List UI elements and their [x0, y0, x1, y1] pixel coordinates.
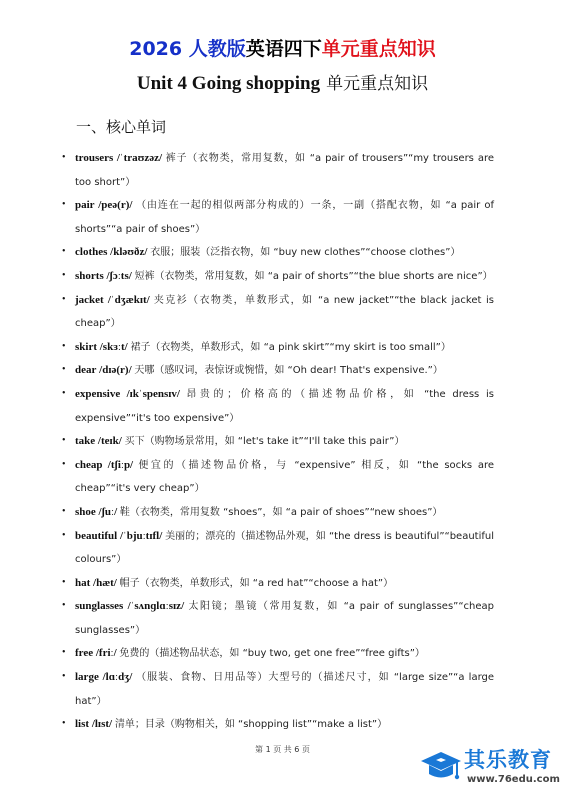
bullet-icon: • — [62, 435, 66, 447]
vocab-word: skirt — [75, 340, 97, 353]
bullet-icon: • — [62, 505, 66, 517]
vocab-word: cheap — [75, 458, 103, 471]
vocab-phonetic: /kləʊðz/ — [110, 246, 148, 259]
bullet-icon: • — [62, 671, 66, 683]
bullet-icon: • — [62, 647, 66, 659]
vocab-phonetic: /ˈsʌnɡlɑːsɪz/ — [127, 600, 185, 613]
vocab-definition: 便宜的（描述物品价格，与 “expensive” 相反，如 “the socks are cheap”“it's very cheap”） — [75, 459, 495, 495]
vocab-item-large — [62, 666, 494, 713]
vocab-item-jacket — [62, 289, 494, 336]
vocab-phonetic: /lɑːdʒ/ — [102, 671, 133, 684]
vocab-word: sunglasses — [75, 600, 124, 613]
vocab-item-skirt — [62, 336, 494, 360]
bullet-icon: • — [62, 529, 66, 541]
vocab-phonetic: /ɪkˈspensɪv/ — [126, 387, 180, 400]
subtitle-english: Unit 4 Going shopping — [136, 73, 321, 94]
vocab-definition: 帽子（衣物类，单数形式，如 “a red hat”“choose a hat”） — [119, 577, 394, 589]
vocab-word: dear — [75, 364, 97, 377]
brand-logo — [420, 742, 560, 792]
vocab-item-clothes — [62, 241, 494, 265]
vocab-definition: 天哪（感叹词，表惊讶或惋惜，如 “Oh dear! That's expensive.”） — [134, 365, 443, 377]
section-heading: 一、核心单词 — [76, 118, 167, 136]
bullet-icon: • — [62, 246, 66, 258]
vocab-item-dear — [62, 359, 494, 383]
vocab-item-cheap — [62, 454, 494, 501]
vocab-item-free — [62, 642, 494, 666]
vocab-definition: 夹克衫（衣物类，单数形式，如 “a new jacket”“the black jacket is cheap”） — [75, 294, 495, 330]
vocab-definition: 免费的（描述物品状态，如 “buy two, get one free”“free gifts”） — [119, 648, 425, 660]
title-part-1: 2026 人教版 — [129, 38, 246, 60]
vocab-word: pair — [75, 199, 95, 212]
vocab-word: list — [75, 718, 90, 731]
page-number: 第 1 页 共 6 页 — [255, 745, 310, 754]
vocab-definition: 买下（购物场景常用，如 “let's take it”“I'll take this pair”） — [124, 436, 405, 448]
vocab-phonetic: /skɜːt/ — [99, 340, 128, 353]
vocab-phonetic: /friː/ — [95, 647, 117, 660]
bullet-icon: • — [62, 576, 66, 588]
vocab-item-pair — [62, 194, 494, 241]
vocab-word: jacket — [75, 293, 104, 306]
document-subtitle — [0, 72, 565, 96]
vocab-item-hat — [62, 572, 494, 596]
bullet-icon: • — [62, 718, 66, 730]
vocab-definition: （服装、食物、日用品等）大型号的（描述尺寸，如 “large size”“a large hat”） — [75, 672, 495, 707]
bullet-icon: • — [62, 269, 66, 281]
vocab-item-expensive — [62, 383, 494, 430]
vocab-definition: 衣服；服装（泛指衣物，如 “buy new clothes”“choose clothes”） — [150, 247, 461, 259]
vocab-definition: 昂贵的；价格高的（描述物品价格，如 “the dress is expensive”“it's too expensive”） — [75, 388, 495, 424]
vocab-definition: 美丽的；漂亮的（描述物品外观，如 “the dress is beautiful”“beautiful colours”） — [75, 530, 495, 566]
vocab-word: clothes — [75, 246, 108, 259]
vocab-phonetic: /ˈbjuːtɪfl/ — [119, 529, 163, 542]
vocab-item-shorts — [62, 265, 494, 289]
vocab-item-list — [62, 713, 494, 737]
vocab-word: large — [75, 671, 99, 684]
vocab-word: hat — [75, 576, 91, 589]
vocab-definition: 裤子（衣物类，常用复数，如 “a pair of trousers”“my trousers are too short”） — [75, 153, 495, 188]
bullet-icon: • — [62, 340, 66, 352]
vocab-phonetic: /tʃiːp/ — [107, 458, 134, 471]
vocab-phonetic: /ʃɔːts/ — [106, 269, 132, 282]
bullet-icon: • — [62, 199, 66, 211]
vocab-word: trousers — [75, 152, 114, 164]
vocab-word: beautiful — [75, 529, 118, 542]
vocab-definition: 鞋（衣物类，常用复数 “shoes”，如 “a pair of shoes”“new shoes”） — [119, 506, 443, 518]
vocab-definition: （由连在一起的相似两部分构成的）一条，一副（搭配衣物，如 “a pair of shorts”“a pair of shoes”） — [75, 200, 494, 235]
logo-url: www.76edu.com — [467, 774, 560, 785]
bullet-icon: • — [62, 600, 66, 612]
subtitle-chinese: 单元重点知识 — [326, 74, 429, 94]
vocab-item-sunglasses — [62, 595, 494, 642]
vocab-list — [62, 147, 494, 737]
vocab-item-beautiful — [62, 525, 494, 572]
vocab-definition: 太阳镜；墨镜（常用复数，如 “a pair of sunglasses”“cheap sunglasses”） — [75, 601, 494, 636]
vocab-item-trousers — [62, 147, 494, 194]
vocab-item-shoe — [62, 501, 494, 525]
vocab-phonetic: /ˈtraʊzəz/ — [116, 152, 163, 164]
vocab-phonetic: /peə(r)/ — [98, 199, 133, 212]
bullet-icon: • — [62, 387, 66, 399]
vocab-word: shoe — [75, 505, 96, 518]
title-part-3: 单元重点知识 — [321, 38, 436, 60]
vocab-word: expensive — [75, 387, 121, 400]
bullet-icon: • — [62, 152, 66, 163]
vocab-word: take — [75, 435, 96, 448]
logo-name: 其乐教育 — [464, 748, 552, 772]
bullet-icon: • — [62, 293, 66, 305]
vocab-phonetic: /dɪə(r)/ — [99, 364, 132, 377]
vocab-word: shorts — [75, 269, 104, 282]
bullet-icon: • — [62, 364, 66, 376]
vocab-phonetic: /ˈdʒækɪt/ — [107, 293, 150, 306]
vocab-word: free — [75, 647, 94, 660]
vocab-phonetic: /hæt/ — [93, 576, 117, 589]
vocab-phonetic: /teɪk/ — [97, 435, 122, 448]
vocab-definition: 短裤（衣物类，常用复数，如 “a pair of shorts”“the blue shorts are nice”） — [134, 270, 493, 282]
graduation-cap-icon — [420, 748, 462, 786]
vocab-definition: 清单；目录（购物相关，如 “shopping list”“make a list”） — [114, 719, 388, 731]
vocab-item-take — [62, 430, 494, 454]
vocab-definition: 裙子（衣物类，单数形式，如 “a pink skirt”“my skirt is too small”） — [130, 341, 451, 353]
bullet-icon: • — [62, 458, 66, 470]
vocab-phonetic: /ʃuː/ — [98, 505, 118, 518]
title-part-2: 英语四下 — [245, 38, 322, 60]
vocab-phonetic: /lɪst/ — [91, 718, 113, 731]
document-title — [0, 37, 565, 61]
